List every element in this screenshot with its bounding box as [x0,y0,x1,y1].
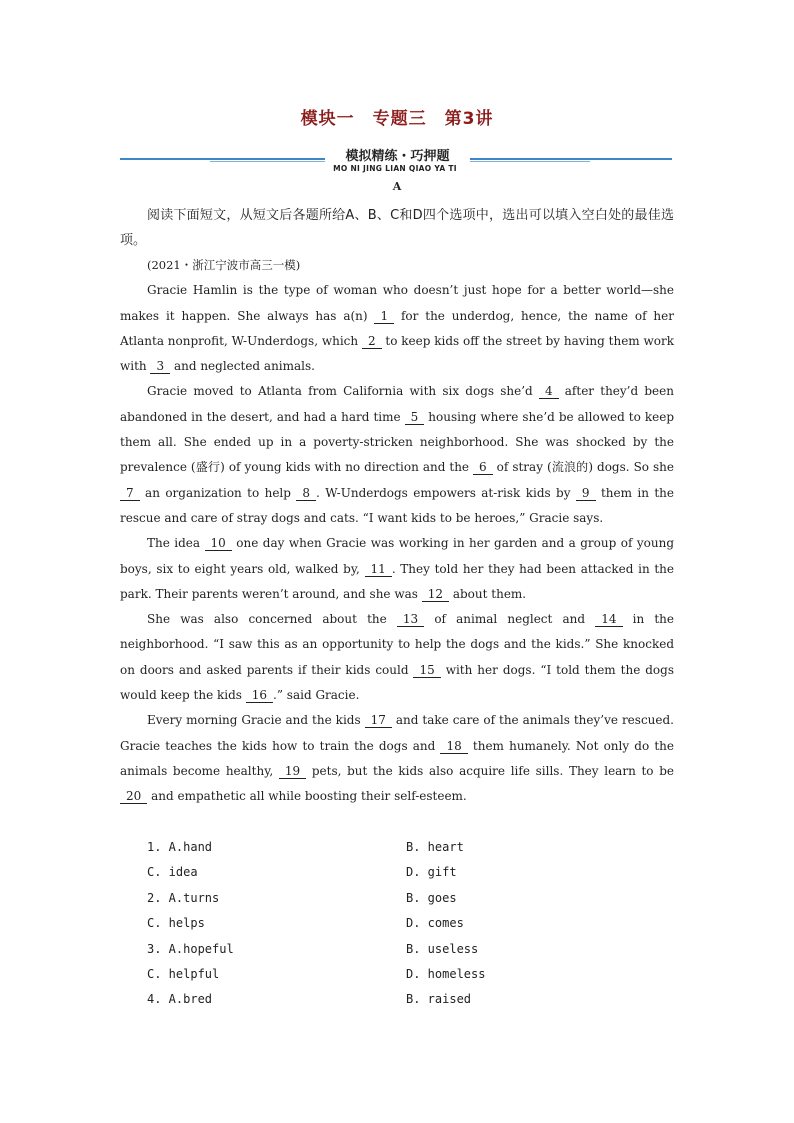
blank-19: 19 [279,764,306,779]
blank-18: 18 [440,739,467,754]
option-right: B. raised [406,992,472,1007]
text-run: .” said Gracie. [273,688,360,703]
text-run: in the neighborhood. “I saw this as an opportunity to help the dogs and the kids.” She knocked on doors and asked parents if their kids could [120,612,675,677]
blank-6: 6 [473,460,493,475]
blank-10: 10 [205,536,232,551]
text-run: them humanely. Not only do the animals become healthy, [120,738,674,778]
text-run: of stray (流浪的) dogs. So she [492,460,674,475]
passage-body [120,203,674,810]
text-run: about them. [449,586,527,601]
option-left: 2. A.turns [147,890,220,905]
blank-4: 4 [539,384,559,399]
option-right: D. gift [406,865,457,880]
text-run: to keep kids off the street by having them work with [120,333,674,374]
text-run: an organization to help [139,485,297,500]
banner-line-right [470,158,672,160]
source-note: (2021・浙江宁波市高三一模) [147,258,301,272]
text-run: and neglected animals. [170,359,315,374]
option-right: D. comes [406,916,464,931]
blank-13: 13 [397,612,424,627]
text-run: The idea [147,536,205,551]
page-title: 模块一 专题三 第3讲 [300,109,494,129]
text-run: them in the rescue and care of stray dogs and cats. “I want kids to be heroes,” Gracie says. [120,485,674,525]
text-run: one day when Gracie was working in her garden and a group of young boys, six to eight years old, walked by, [120,536,674,576]
option-right: B. useless [406,941,479,956]
blank-11: 11 [365,562,392,577]
option-left: 3. A.hopeful [147,941,234,956]
blank-20: 20 [120,789,147,804]
blank-14: 14 [595,612,622,627]
blank-3: 3 [150,359,170,374]
option-right: B. heart [406,840,464,854]
option-row [147,942,687,967]
banner-line-left-thin [210,161,325,162]
option-right: B. goes [406,890,457,905]
blank-8: 8 [296,486,316,501]
banner-subtitle: MO NI JING LIAN QIAO YA TI [333,164,457,173]
option-left: 4. A.bred [147,992,213,1007]
paragraph-1 [120,278,674,379]
text-run: Every morning Gracie and the kids [147,713,365,728]
section-label: A [392,180,402,193]
text-run: after they’d been abandoned in the desert, and had a hard time [120,384,674,424]
banner-line-left [120,158,325,160]
text-run: . They told her they had been attacked in the park. Their parents weren’t around, and she was [120,561,674,601]
text-run: with her dogs. “I told them the dogs would keep the kids [120,662,674,703]
banner-line-right-thin [470,161,590,162]
section-banner [120,143,672,177]
option-row [147,891,687,916]
option-left: 1. A.hand [147,840,213,854]
blank-7: 7 [120,486,140,501]
paragraph-5 [120,708,674,809]
option-right: D. homeless [406,966,486,981]
option-left: C. helps [147,916,205,931]
paragraph-2 [120,379,674,531]
option-row [147,916,687,941]
blank-12: 12 [422,587,449,602]
text-run: pets, but the kids also acquire life sills. They learn to be [306,763,674,778]
text-run: . W-Underdogs empowers at-risk kids by [316,485,576,500]
answer-options [147,840,687,1018]
text-run: for the underdog, hence, the name of her Atlanta nonprofit, W-Underdogs, which [120,308,674,348]
text-run: housing where she’d be allowed to keep them all. She ended up in a poverty-stricken neighborhood. She was shocked by the prevalence (盛行) of young kids with no direction and the [120,409,674,475]
blank-1: 1 [374,309,394,324]
blank-9: 9 [576,486,596,501]
text-run: She was also concerned about the [147,612,397,627]
option-row [147,865,687,890]
option-left: C. helpful [147,966,220,981]
option-left: C. idea [147,865,198,880]
text-run: of animal neglect and [424,612,596,627]
text-run: Gracie Hamlin is the type of woman who doesn’t just hope for a better world—she makes it happen. She always has a(n) [120,283,674,323]
blank-17: 17 [365,713,392,728]
blank-15: 15 [413,663,440,678]
banner-title: 模拟精练・巧押题 [345,149,450,164]
blank-16: 16 [246,688,273,703]
option-row [147,992,687,1017]
option-row [147,967,687,992]
text-run: and empathetic all while boosting their self-esteem. [147,789,467,804]
blank-2: 2 [362,334,382,349]
text-run: Gracie moved to Atlanta from California with six dogs she’d [147,384,539,399]
blank-5: 5 [405,410,425,425]
paragraph-3 [120,531,674,607]
instructions: 阅读下面短文，从短文后各题所给A、B、C和D四个选项中，选出可以填入空白处的最佳选项。 [120,208,674,248]
paragraph-4 [120,607,674,708]
text-run: and take care of the animals they’ve rescued. Gracie teaches the kids how to train the dogs and [120,713,674,753]
option-row [147,840,687,865]
